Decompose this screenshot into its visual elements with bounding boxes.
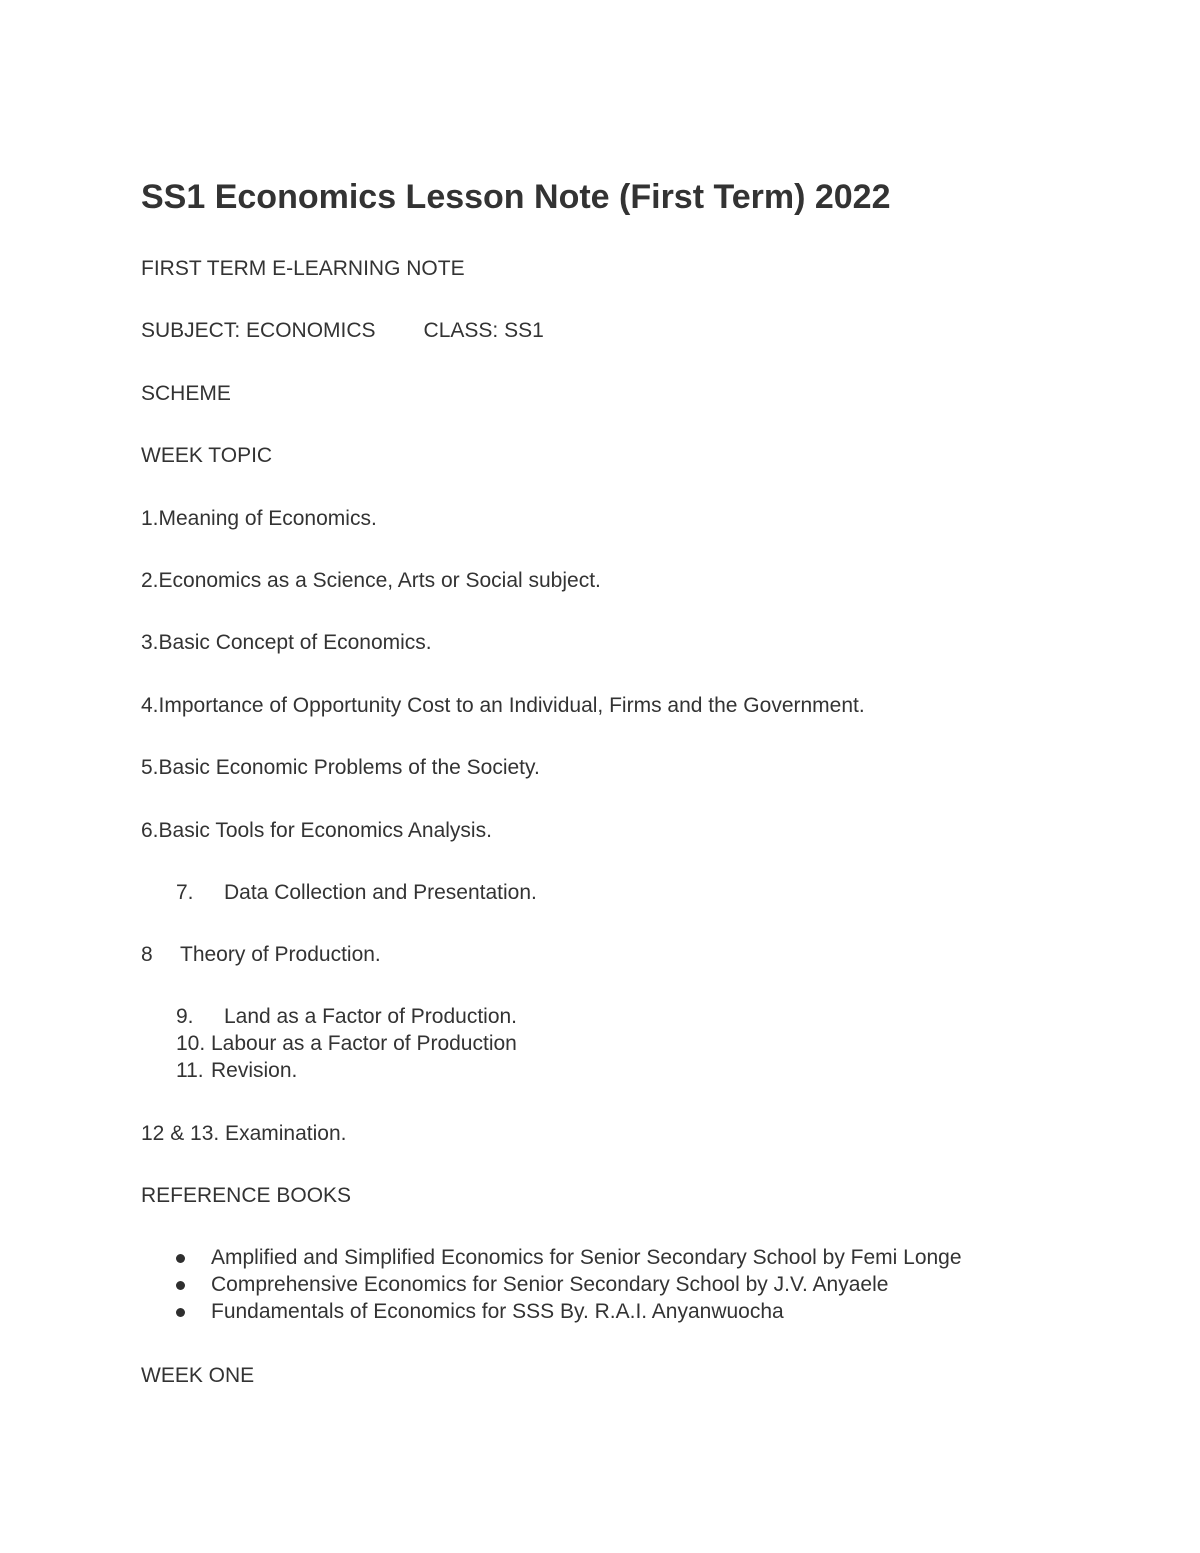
topic-7-text: Data Collection and Presentation. xyxy=(224,881,537,904)
topic-item: 1.Meaning of Economics. xyxy=(141,507,377,530)
topic-item: 6.Basic Tools for Economics Analysis. xyxy=(141,819,492,842)
list-item-number: 9. xyxy=(176,1005,194,1028)
class-label: CLASS: SS1 xyxy=(423,319,544,342)
subject-label: SUBJECT: ECONOMICS xyxy=(141,319,376,342)
topic-8-text: Theory of Production. xyxy=(180,943,381,966)
topic-7-number: 7. xyxy=(176,881,194,904)
bullet-icon xyxy=(176,1281,185,1290)
reference-item: Comprehensive Economics for Senior Secondary School by J.V. Anyaele xyxy=(211,1273,889,1296)
scheme-heading: SCHEME xyxy=(141,382,231,405)
reference-item: Fundamentals of Economics for SSS By. R.A.I. Anyanwuocha xyxy=(211,1300,784,1323)
reference-heading: REFERENCE BOOKS xyxy=(141,1184,352,1207)
bullet-icon xyxy=(176,1308,185,1317)
topic-item: 3.Basic Concept of Economics. xyxy=(141,631,432,654)
topic-item: 5.Basic Economic Problems of the Society. xyxy=(141,756,540,779)
list-item-number: 11. xyxy=(176,1059,204,1082)
week-one-heading: WEEK ONE xyxy=(141,1364,255,1387)
week-topic-heading: WEEK TOPIC xyxy=(141,444,273,467)
list-item-text: Revision. xyxy=(211,1059,298,1082)
topic-8-number: 8 xyxy=(141,943,153,966)
page-title: SS1 Economics Lesson Note (First Term) 2022 xyxy=(141,178,891,216)
bullet-icon xyxy=(176,1254,185,1263)
reference-item: Amplified and Simplified Economics for Senior Secondary School by Femi Longe xyxy=(211,1246,962,1269)
topic-item: 4.Importance of Opportunity Cost to an Individual, Firms and the Government. xyxy=(141,694,865,717)
list-item-number: 10. xyxy=(176,1032,206,1055)
list-item-text: Labour as a Factor of Production xyxy=(211,1032,517,1055)
topic-item: 2.Economics as a Science, Arts or Social subject. xyxy=(141,569,601,592)
heading-note: FIRST TERM E-LEARNING NOTE xyxy=(141,257,465,280)
exam-line: 12 & 13. Examination. xyxy=(141,1122,347,1145)
subject-class-line xyxy=(141,317,544,344)
list-item-text: Land as a Factor of Production. xyxy=(224,1005,518,1028)
